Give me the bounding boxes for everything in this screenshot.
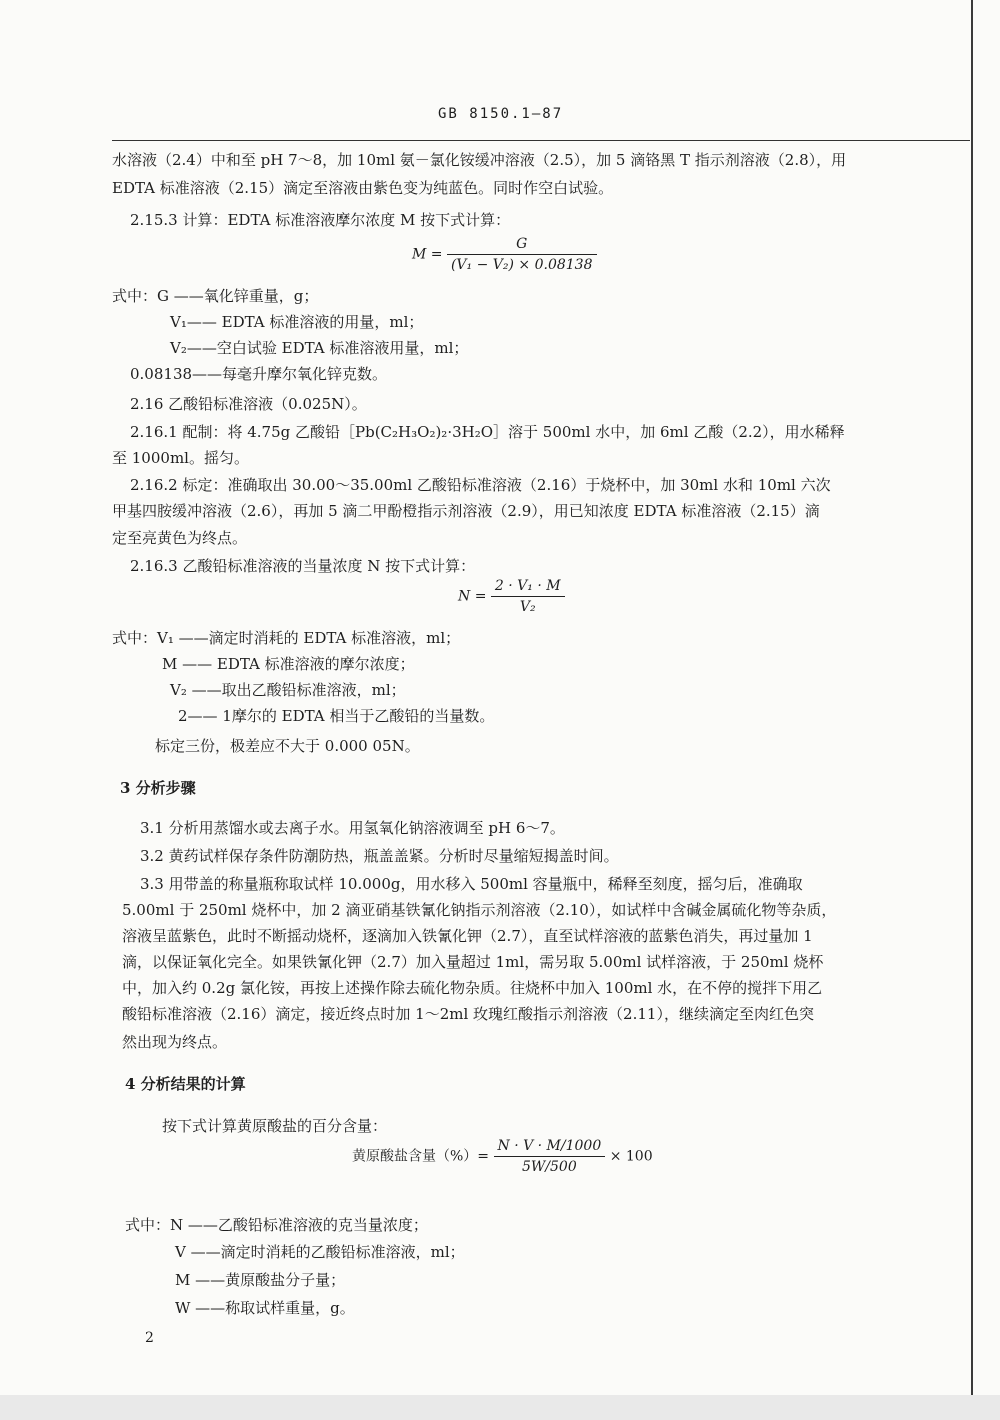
formula-lhs: M = (412, 246, 443, 263)
text-line: M ——黄原酸盐分子量； (175, 1271, 346, 1289)
text-line: 3.3 用带盖的称量瓶称取试样 10.000g，用水移入 500ml 容量瓶中，稀释至刻度，摇匀后，准确取 (140, 875, 803, 893)
text-line: W ——称取试样重量，g。 (175, 1299, 355, 1317)
text-line: 3.1 分析用蒸馏水或去离子水。用氢氧化钠溶液调至 pH 6～7。 (140, 819, 565, 837)
text-line: 2.16.3 乙酸铅标准溶液的当量浓度 N 按下式计算： (130, 557, 476, 575)
text-line: 然出现为终点。 (122, 1033, 228, 1051)
formula-numerator: 2 · V₁ · M (491, 578, 565, 597)
page-number: 2 (145, 1330, 154, 1346)
text-line: V ——滴定时消耗的乙酸铅标准溶液，ml； (175, 1243, 465, 1261)
formula-lhs: N = (458, 588, 487, 605)
text-line: 式中：G ——氧化锌重量，g； (112, 287, 319, 305)
text-line: 式中：V₁ ——滴定时消耗的 EDTA 标准溶液，ml； (112, 629, 461, 647)
formula-fraction (447, 236, 597, 273)
formula-denominator: V₂ (519, 599, 536, 615)
text-line: 标定三份，极差应不大于 0.000 05N。 (155, 737, 420, 755)
text-line: M —— EDTA 标准溶液的摩尔浓度； (162, 655, 415, 673)
text-line: 甲基四胺缓冲溶液（2.6），再加 5 滴二甲酚橙指示剂溶液（2.9），用已知浓度 EDTA 标准溶液（2.15）滴 (112, 502, 820, 520)
text-line: 滴，以保证氧化完全。如果铁氰化钾（2.7）加入量超过 1ml，需另取 5.00ml 试样溶液，于 250ml 烧杯 (122, 953, 824, 971)
scan-edge-line (971, 0, 973, 1395)
text-line: V₁—— EDTA 标准溶液的用量，ml； (170, 313, 424, 331)
text-line: 2.15.3 计算：EDTA 标准溶液摩尔浓度 M 按下式计算： (130, 211, 511, 229)
formula-fraction (491, 578, 565, 615)
header-rule (112, 140, 970, 141)
formula-numerator: G (447, 236, 597, 255)
text-line: 2.16.2 标定：准确取出 30.00～35.00ml 乙酸铅标准溶液（2.16）于烧杯中，加 30ml 水和 10ml 六次 (130, 476, 831, 494)
text-line: 至 1000ml。摇匀。 (112, 449, 249, 467)
scan-bottom-band (0, 1395, 1000, 1420)
text-line: 2—— 1摩尔的 EDTA 相当于乙酸铅的当量数。 (178, 707, 495, 725)
section-heading: 4 分析结果的计算 (125, 1075, 246, 1093)
text-line: 0.08138——每毫升摩尔氧化锌克数。 (130, 365, 388, 383)
formula-fraction (494, 1138, 606, 1175)
text-line: 酸铅标准溶液（2.16）滴定，接近终点时加 1～2ml 玫瑰红酸指示剂溶液（2.11），继续滴定至肉红色突 (122, 1005, 814, 1023)
formula-multiplier: × 100 (609, 1148, 653, 1165)
text-line: 按下式计算黄原酸盐的百分含量： (162, 1117, 388, 1135)
text-line: EDTA 标准溶液（2.15）滴定至溶液由紫色变为纯蓝色。同时作空白试验。 (112, 179, 614, 197)
text-line: 5.00ml 于 250ml 烧杯中，加 2 滴亚硝基铁氰化钠指示剂溶液（2.10），如试样中含碱金属硫化物等杂质， (122, 901, 837, 919)
text-line: 水溶液（2.4）中和至 pH 7～8，加 10ml 氨－氯化铵缓冲溶液（2.5），加 5 滴铬黑 T 指示剂溶液（2.8），用 (112, 151, 847, 169)
section-heading: 3 分析步骤 (120, 779, 196, 797)
formula-denominator: (V₁ − V₂) × 0.08138 (450, 257, 593, 273)
formula-normality (458, 578, 565, 615)
text-line: 中，加入约 0.2g 氯化铵，再按上述操作除去硫化物杂质。往烧杯中加入 100ml 水，在不停的搅拌下用乙 (122, 979, 823, 997)
text-line: V₂ ——取出乙酸铅标准溶液，ml； (170, 681, 406, 699)
header-standard-number: GB 8150.1—87 (438, 106, 564, 122)
text-line: 2.16.1 配制：将 4.75g 乙酸铅［Pb(C₂H₃O₂)₂·3H₂O］溶于 500ml 水中，加 6ml 乙酸（2.2），用水稀释 (130, 423, 845, 441)
text-line: 定至亮黄色为终点。 (112, 529, 248, 547)
formula-numerator: N · V · M/1000 (494, 1138, 606, 1157)
text-line: 溶液呈蓝紫色，此时不断摇动烧杯，逐滴加入铁氰化钾（2.7），直至试样溶液的蓝紫色消失，再过量加 1 (122, 927, 813, 945)
formula-lhs: 黄原酸盐含量（%）= (352, 1148, 490, 1165)
formula-denominator: 5W/500 (522, 1159, 577, 1175)
text-line: V₂——空白试验 EDTA 标准溶液用量，ml； (170, 339, 469, 357)
text-line: 3.2 黄药试样保存条件防潮防热，瓶盖盖紧。分析时尽量缩短揭盖时间。 (140, 847, 619, 865)
formula-content-percentage (352, 1138, 653, 1175)
formula-molarity (412, 236, 597, 273)
section-heading: 2.16 乙酸铅标准溶液（0.025N）。 (130, 395, 367, 413)
text-line: 式中：N ——乙酸铅标准溶液的克当量浓度； (125, 1216, 428, 1234)
